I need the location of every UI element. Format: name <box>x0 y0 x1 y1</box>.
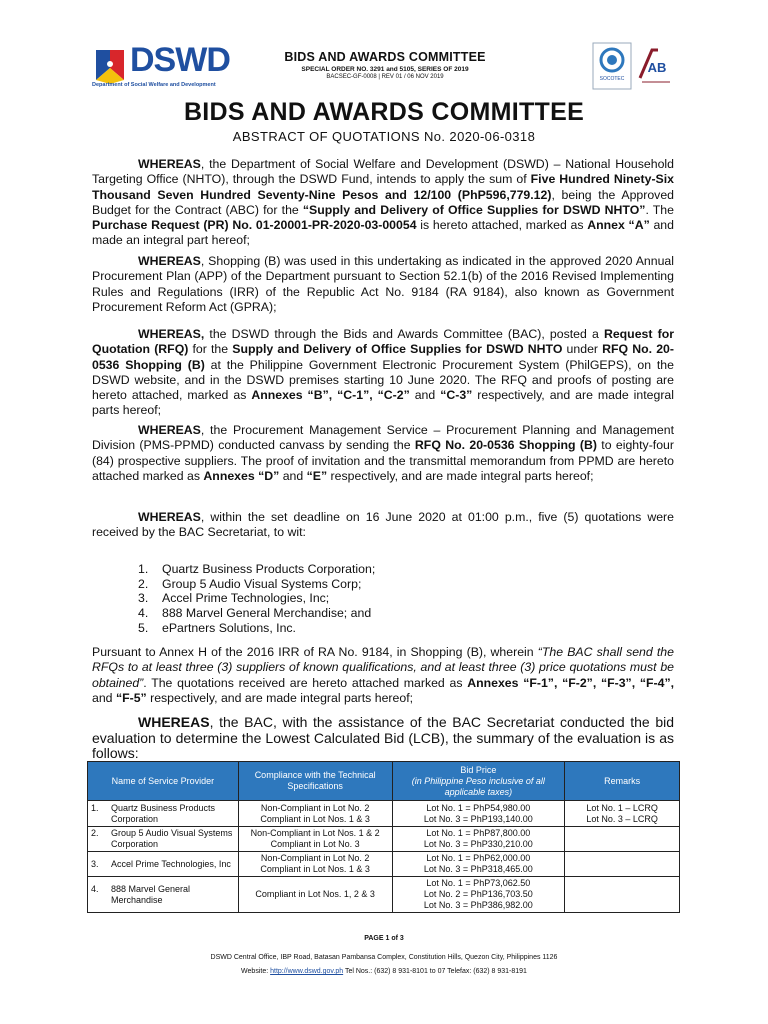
header-title: BIDS AND AWARDS COMMITTEE <box>284 50 486 64</box>
footer-address: DSWD Central Office, IBP Road, Batasan Pambansa Complex, Constitution Hills, Quezon City, Philippines 1126 <box>210 954 558 961</box>
provider-name: Accel Prime Technologies, Inc <box>111 858 231 869</box>
whereas-paragraph-3: WHEREAS, the DSWD through the Bids and Awards Committee (BAC), posted a Request for Quotation (RFQ) for the Supply and Delivery of Office Supplies for DSWD NHTO under RFQ No. 20-0536 Shopping (B) at the Philippine Government Electronic Procurement System (PhilGEPS), on the DSWD website, and in the DSWD premises starting 10 June 2020. The RFQ and proofs of posting are hereto attached, marked as Annexes “B”, “C-1”, “C-2” and “C-3” respectively, and are made integral parts hereof; <box>92 327 674 418</box>
dswd-logo <box>92 41 232 92</box>
evaluation-table <box>87 761 680 913</box>
socotec-certification-icon <box>592 42 632 90</box>
header-provider: Name of Service Provider <box>88 762 239 801</box>
cert-label-2: AB <box>647 60 667 75</box>
table-row: 3. Accel Prime Technologies, Inc Non-Compliant in Lot No. 2 Compliant in Lot Nos. 1 & 3 Lot No. 1 = PhP62,000.00 Lot No. 3 = PhP318,465.00 <box>88 852 680 877</box>
provider-name: 888 Marvel General Merchandise <box>111 883 191 905</box>
whereas-paragraph-1: WHEREAS, the Department of Social Welfare and Development (DSWD) – National Household Targeting Office (NHTO), through the DSWD Fund, intends to apply the sum of Five Hundred Ninety-Six Thousand Seven Hundred Seventy-Nine Pesos and 12/100 (PhP596,779.12), being the Approved Budget for the Contract (ABC) for the “Supply and Delivery of Office Supplies for DSWD NHTO”. The Purchase Request (PR) No. 01-20001-PR-2020-03-00054 is hereto attached, marked as Annex “A” and made an integral part hereof; <box>92 157 675 248</box>
whereas-paragraph-7: WHEREAS, the BAC, with the assistance of the BAC Secretariat conducted the bid evaluation to determine the Lowest Calculated Bid (LCB), the summary of the evaluation is as follows: <box>92 714 674 761</box>
cert-label-1: SOCOTEC <box>599 76 625 82</box>
website-link[interactable]: http://www.dswd.gov.ph <box>270 968 344 975</box>
list-item: 2. Group 5 Audio Visual Systems Corp; <box>138 576 362 591</box>
footer-contacts: Website: http://www.dswd.gov.ph Tel Nos.: (632) 8 931-8101 to 07 Telefax: (632) 8 931-8191 <box>241 968 527 975</box>
table-row: 2. Group 5 Audio Visual Systems Corporation Non-Compliant in Lot Nos. 1 & 2 Compliant in Lot No. 3 Lot No. 1 = PhP87,800.00 Lot No. 3 = PhP330,210.00 <box>88 827 680 852</box>
quotations-list <box>138 562 375 636</box>
list-item: 1. Quartz Business Products Corporation; <box>138 562 376 576</box>
logo-wordmark: DSWD <box>130 41 230 79</box>
list-item: 4. 888 Marvel General Merchandise; and <box>138 606 372 621</box>
provider-name: Quartz Business Products Corporation <box>111 802 216 824</box>
provider-name: Group 5 Audio Visual Systems Corporation <box>111 828 233 849</box>
logo-subtitle: Department of Social Welfare and Development <box>92 82 216 88</box>
pursuant-paragraph: Pursuant to Annex H of the 2016 IRR of RA No. 9184, in Shopping (B), wherein “The BAC shall send the RFQs to at least three (3) suppliers of known qualifications, and at least three (3) price quotations must be obtained”. The quotations received are hereto attached marked as Annexes “F-1”, “F-2”, “F-3”, “F-4”, and “F-5” respectively, and are made integral parts hereof; <box>92 645 675 705</box>
whereas-paragraph-5: WHEREAS, within the set deadline on 16 June 2020 at 01:00 p.m., five (5) quotations were received by the BAC Secretariat, to wit: <box>92 510 674 540</box>
header-remarks: Remarks <box>565 762 680 801</box>
header-compliance: Compliance with the Technical Specifications <box>238 762 392 801</box>
whereas-paragraph-2: WHEREAS, Shopping (B) was used in this undertaking as indicated in the approved 2020 Annual Procurement Plan (APP) of the Department pursuant to Section 52.1(b) of the 2016 Revised Implementing Rules and Regulations (IRR) of the Republic Act No. 9184 (RA 9184), also known as Government Procurement Reform Act (GPRA); <box>92 254 674 314</box>
ab-accreditation-icon <box>636 44 674 90</box>
abstract-number: ABSTRACT OF QUOTATIONS No. 2020-06-0318 <box>232 129 536 144</box>
list-item: 3. Accel Prime Technologies, Inc; <box>138 591 330 606</box>
dswd-flag-icon <box>92 46 128 86</box>
form-reference: BACSEC-GF-0008 | REV 01 / 06 NOV 2019 <box>326 74 444 80</box>
page-number: PAGE 1 of 3 <box>364 935 404 942</box>
whereas-paragraph-4: WHEREAS, the Procurement Management Service – Procurement Planning and Management Division (PMS-PPMD) conducted canvass by sending the RFQ No. 20-0536 Shopping (B) to eighty-four (84) prospective suppliers. The proof of invitation and the transmittal memorandum from PPMD are hereto attached marked as Annexes “D” and “E” respectively, and are made integral parts hereof; <box>92 423 674 483</box>
table-row: 4. 888 Marvel General Merchandise Compliant in Lot Nos. 1, 2 & 3 Lot No. 1 = PhP73,062.50 Lot No. 2 = PhP136,703.50 Lot No. 3 = PhP386,982.00 <box>88 877 680 913</box>
table-header-row <box>88 762 680 801</box>
document-title: BIDS AND AWARDS COMMITTEE <box>183 98 585 126</box>
header-bid-price: Bid Price (in Philippine Peso inclusive of all applicable taxes) <box>392 762 565 801</box>
list-item: 5. ePartners Solutions, Inc. <box>138 620 296 635</box>
table-row: 1. Quartz Business Products Corporation Non-Compliant in Lot No. 2 Compliant in Lot Nos. 1 & 3 Lot No. 1 = PhP54,980.00 Lot No. 3 = PhP193,140.00 Lot No. 1 – LCRQ Lot No. 3 – LCRQ <box>88 801 680 827</box>
special-order: SPECIAL ORDER NO. 3291 and 5105, SERIES OF 2019 <box>301 66 469 73</box>
